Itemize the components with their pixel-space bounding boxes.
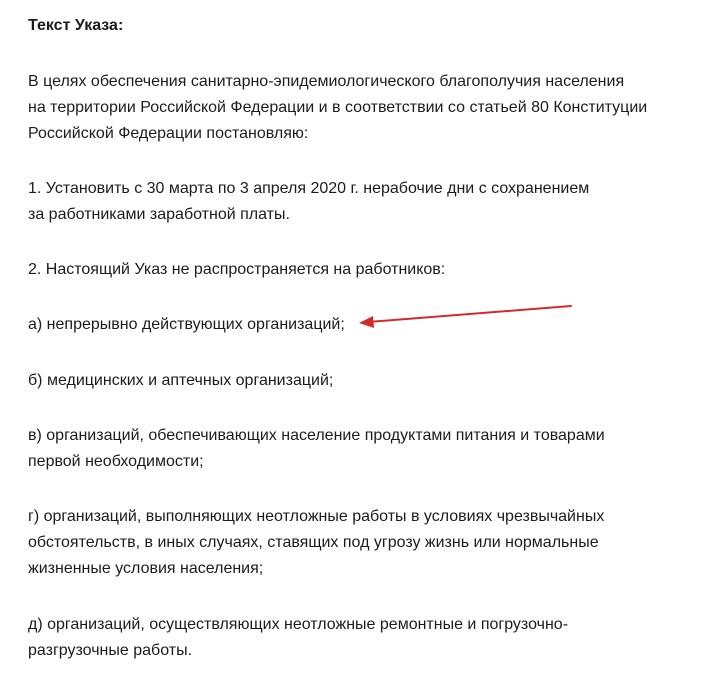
subitem-d-line-1: д) организаций, осуществляющих неотложные ремонтные и погрузочно-	[28, 616, 569, 633]
subitem-g-line-2: обстоятельств, в иных случаях, ставящих под угрозу жизнь или нормальные	[28, 534, 599, 551]
subitem-v-line-2: первой необходимости;	[28, 453, 204, 470]
subitem-v-line-1: в) организаций, обеспечивающих население продуктами питания и товарами	[28, 427, 605, 444]
item-1-line-2: за работниками заработной платы.	[28, 206, 290, 223]
subitem-b: б) медицинских и аптечных организаций;	[28, 372, 334, 389]
subitem-g-line-3: жизненные условия населения;	[28, 560, 264, 577]
document-title: Текст Указа:	[28, 17, 124, 34]
preamble-line-3: Российской Федерации постановляю:	[28, 125, 309, 142]
subitem-g-line-1: г) организаций, выполняющих неотложные работы в условиях чрезвычайных	[28, 508, 605, 525]
subitem-d-line-2: разгрузочные работы.	[28, 642, 193, 659]
arrow-head	[359, 316, 374, 328]
preamble-line-2: на территории Российской Федерации и в соответствии со статьей 80 Конституции	[28, 99, 648, 116]
item-2: 2. Настоящий Указ не распространяется на работников:	[28, 261, 446, 278]
preamble-line-1: В целях обеспечения санитарно-эпидемиологического благополучия населения	[28, 73, 625, 90]
item-1-line-1: 1. Установить с 30 марта по 3 апреля 2020 г. нерабочие дни с сохранением	[28, 180, 590, 197]
arrow-shaft	[368, 306, 571, 322]
subitem-a: а) непрерывно действующих организаций;	[28, 316, 345, 333]
